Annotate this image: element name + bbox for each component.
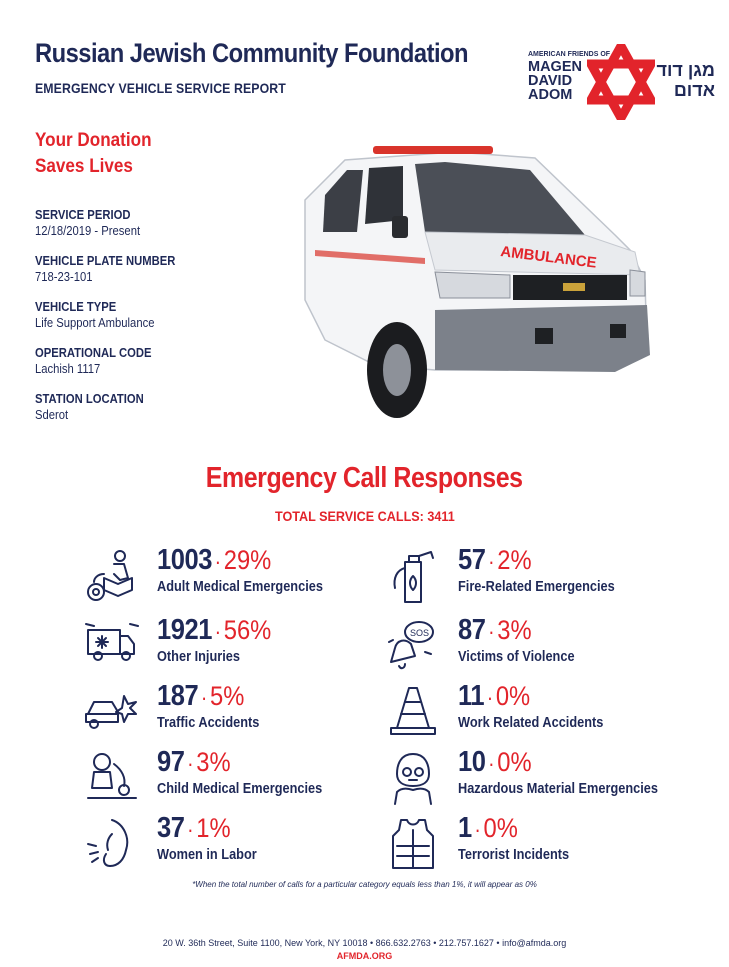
stat-number: 57 ·2% <box>458 544 532 576</box>
stat-label: Terrorist Incidents <box>458 847 570 863</box>
car-crash-icon <box>84 684 140 740</box>
logo-line-david: DAVID <box>528 73 573 89</box>
footer-address: 20 W. 36th Street, Suite 1100, New York, NY 10018 • 866.632.2763 • 212.757.1627 • info@afmda.org <box>162 938 567 948</box>
donation-tagline <box>35 128 152 180</box>
stat-hazardous-material <box>385 746 685 806</box>
footer-website-link[interactable]: AFMDA.ORG <box>336 951 393 961</box>
stat-number: 1 ·0% <box>458 812 518 844</box>
stat-count: 1 <box>458 812 472 844</box>
stat-count: 11 <box>458 680 485 712</box>
stat-count: 1921 <box>157 614 213 646</box>
stat-number: 1003 ·29% <box>157 544 272 576</box>
info-label: VEHICLE TYPE <box>35 300 117 314</box>
stat-count: 187 <box>157 680 199 712</box>
logo-hebrew <box>655 60 715 100</box>
child-medical-icon <box>84 750 140 806</box>
logo-text <box>528 60 582 102</box>
stat-other-injuries <box>84 614 384 674</box>
traffic-cone-icon <box>385 684 441 740</box>
organization-title: Russian Jewish Community Foundation <box>35 38 469 68</box>
stat-label: Adult Medical Emergencies <box>157 579 323 595</box>
stat-count: 37 <box>157 812 185 844</box>
stat-label: Work Related Accidents <box>458 715 604 731</box>
vehicle-info <box>35 208 191 438</box>
stat-number: 87 ·3% <box>458 614 532 646</box>
stat-victims-of-violence <box>385 614 685 674</box>
mda-logo <box>525 44 715 120</box>
info-value: Lachish 1117 <box>35 362 101 376</box>
logo-line-adom: ADOM <box>528 87 573 103</box>
stat-percent: 0% <box>483 813 518 843</box>
stat-number: 97 ·3% <box>157 746 231 778</box>
stat-percent: 1% <box>196 813 231 843</box>
stat-child-medical <box>84 746 384 806</box>
info-label: OPERATIONAL CODE <box>35 346 152 360</box>
fire-extinguisher-icon <box>385 548 441 604</box>
ambulance-icon <box>84 618 140 674</box>
star-of-david-icon <box>587 44 655 120</box>
stat-number: 10 ·0% <box>458 746 532 778</box>
stat-label: Child Medical Emergencies <box>157 781 323 797</box>
stat-percent: 29% <box>223 545 272 575</box>
stat-count: 97 <box>157 746 185 778</box>
total-service-calls <box>0 508 729 524</box>
stat-percent: 56% <box>223 615 272 645</box>
bulletproof-vest-icon <box>385 816 441 872</box>
footnote: *When the total number of calls for a particular category equals less than 1%, it will appear as 0% <box>192 880 537 889</box>
info-value: Life Support Ambulance <box>35 316 155 330</box>
info-label: STATION LOCATION <box>35 392 144 406</box>
info-value: 718-23-101 <box>35 270 93 284</box>
sos-bell-icon <box>385 618 441 674</box>
stat-number: 37 ·1% <box>157 812 231 844</box>
stat-fire-related <box>385 544 685 604</box>
stat-count: 10 <box>458 746 486 778</box>
svg-text:SOS: SOS <box>410 628 430 638</box>
stat-percent: 2% <box>497 545 532 575</box>
logo-hebrew-line2: אדום <box>673 80 715 100</box>
stat-adult-medical <box>84 544 384 604</box>
ambulance-hood-text: AMBULANCE <box>499 243 598 272</box>
logo-hebrew-line1: מגן דוד <box>656 60 715 80</box>
stat-label: Women in Labor <box>157 847 257 863</box>
stat-work-related <box>385 680 685 740</box>
stat-label: Victims of Violence <box>458 649 575 665</box>
stat-label: Traffic Accidents <box>157 715 260 731</box>
info-value: Sderot <box>35 408 69 422</box>
logo-top-line: AMERICAN FRIENDS OF <box>528 51 611 58</box>
tagline-line1: Your Donation <box>35 130 152 151</box>
stat-number: 187 ·5% <box>157 680 245 712</box>
ambulance-image <box>285 140 665 425</box>
total-service-calls-text: TOTAL SERVICE CALLS: 3411 <box>274 508 455 524</box>
adult-medical-icon <box>84 548 140 604</box>
stat-number: 11 ·0% <box>458 680 531 712</box>
info-plate-number <box>35 254 191 300</box>
pregnant-woman-icon <box>84 816 140 872</box>
tagline-line2: Saves Lives <box>35 156 133 177</box>
stat-terrorist-incidents <box>385 812 685 872</box>
stat-percent: 3% <box>497 615 532 645</box>
stat-percent: 0% <box>497 747 532 777</box>
stat-count: 1003 <box>157 544 213 576</box>
stat-percent: 0% <box>495 681 531 711</box>
stat-percent: 5% <box>209 681 245 711</box>
stat-traffic-accidents <box>84 680 384 740</box>
calls-title <box>0 462 729 495</box>
info-service-period <box>35 208 191 254</box>
info-label: SERVICE PERIOD <box>35 208 131 222</box>
stat-label: Hazardous Material Emergencies <box>458 781 658 797</box>
info-label: VEHICLE PLATE NUMBER <box>35 254 176 268</box>
logo-line-magen: MAGEN <box>528 59 582 75</box>
stat-label: Fire-Related Emergencies <box>458 579 615 595</box>
info-vehicle-type <box>35 300 191 346</box>
calls-title-text: Emergency Call Responses <box>206 462 523 494</box>
report-subtitle: EMERGENCY VEHICLE SERVICE REPORT <box>35 80 286 96</box>
info-value: 12/18/2019 - Present <box>35 224 141 238</box>
stat-percent: 3% <box>196 747 231 777</box>
info-operational-code <box>35 346 191 392</box>
stat-number: 1921 ·56% <box>157 614 272 646</box>
stat-count: 57 <box>458 544 486 576</box>
stat-label: Other Injuries <box>157 649 240 665</box>
stat-count: 87 <box>458 614 486 646</box>
hazmat-suit-icon <box>385 750 441 806</box>
stat-women-in-labor <box>84 812 384 872</box>
info-station-location <box>35 392 191 438</box>
